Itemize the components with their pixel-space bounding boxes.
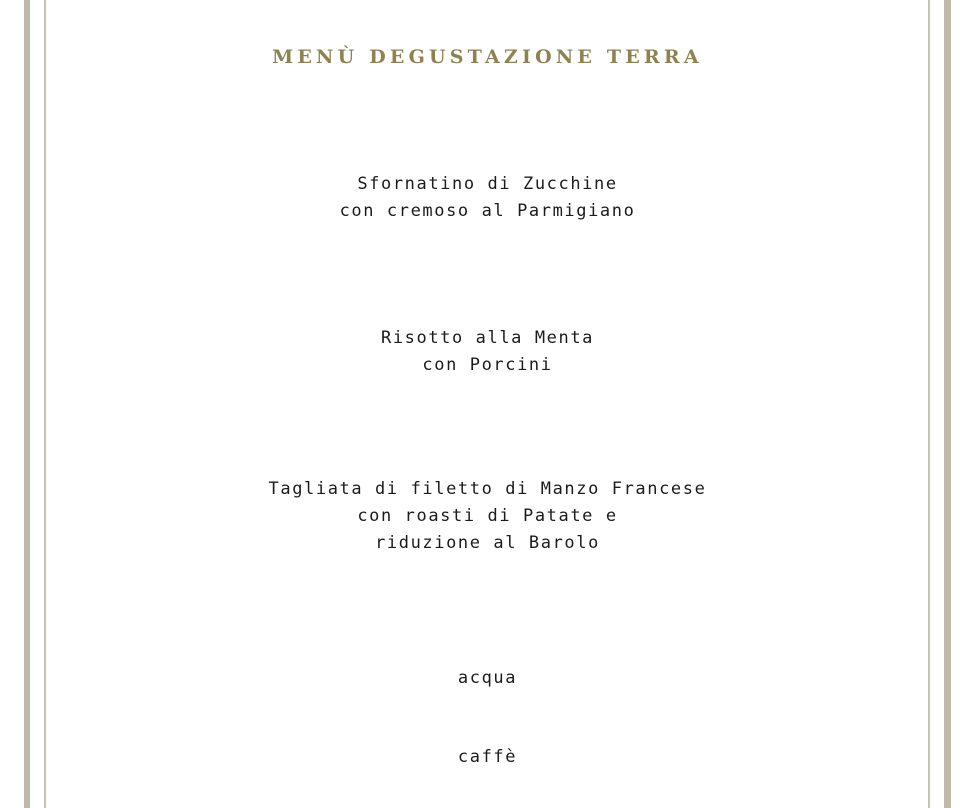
course-secondo — [0, 476, 975, 557]
course-line: con roasti di Patate e — [357, 506, 618, 526]
course-line: con cremoso al Parmigiano — [339, 201, 636, 221]
course-line: con Porcini — [422, 355, 553, 375]
course-antipasto — [0, 171, 975, 225]
course-line: Risotto alla Menta — [380, 328, 595, 348]
menu-title: MENÙ DEGUSTAZIONE TERRA — [272, 46, 703, 68]
course-line: acqua — [457, 668, 518, 688]
course-line: Sfornatino di Zucchine — [357, 174, 618, 194]
course-line: Tagliata di filetto di Manzo Francese — [268, 479, 707, 499]
course-coffee — [0, 744, 975, 771]
course-line: caffè — [457, 747, 518, 767]
course-primo — [0, 325, 975, 379]
course-line: riduzione al Barolo — [375, 533, 600, 553]
course-water — [0, 665, 975, 692]
